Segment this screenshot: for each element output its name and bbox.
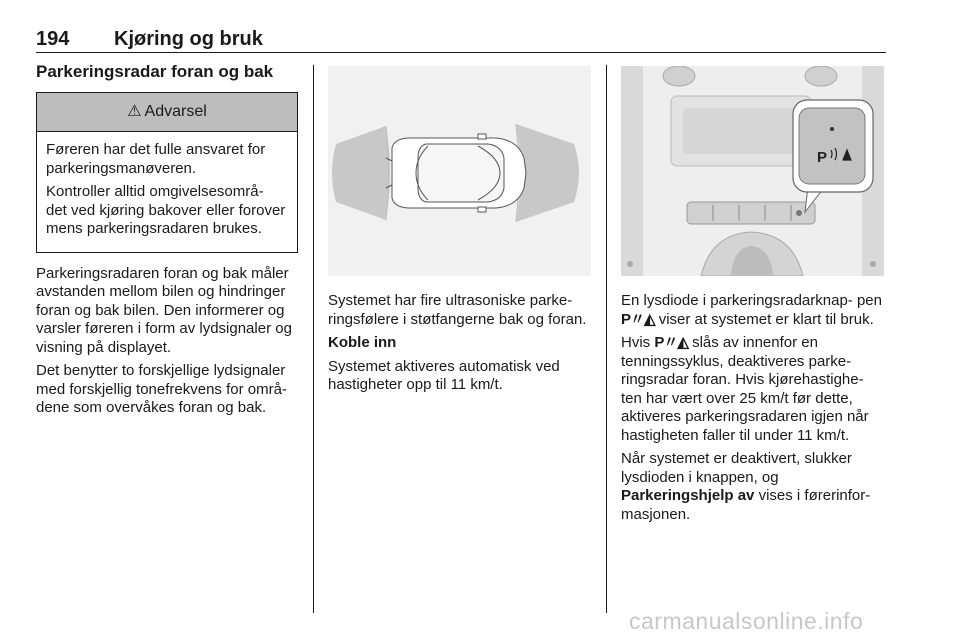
park-assist-symbol-icon: P〃◭ (621, 310, 655, 328)
body-paragraph: Systemet har fire ultrasoniske parke- ringsfølere i støtfangerne bak og foran. (328, 292, 587, 328)
chapter-title: Kjøring og bruk (114, 28, 263, 50)
warning-title: Advarsel (144, 102, 207, 120)
subheading: Koble inn (328, 334, 397, 351)
park-assist-button (799, 108, 865, 184)
body-paragraph: Systemet aktiveres automatisk ved hastigheter opp til 11 km/t. (328, 357, 560, 393)
warning-paragraph: Føreren har det fulle ansvaret for parkeringsmanøveren. (46, 141, 266, 177)
park-button-figure (621, 66, 884, 276)
column-divider-1 (313, 65, 314, 613)
middle-column (328, 66, 593, 400)
button-label: P (817, 149, 828, 166)
left-column (36, 62, 298, 423)
car-top-view (386, 134, 526, 212)
watermark: carmanualsonline.info (629, 608, 864, 634)
section-title: Parkeringsradar foran og bak (36, 62, 274, 81)
warning-header (37, 93, 297, 132)
button-row (687, 202, 815, 224)
text-run: Når systemet er deaktivert, slukker lysdioden i knappen, og (621, 450, 852, 486)
warning-body (37, 132, 297, 252)
message-label: Parkeringshjelp av (621, 487, 755, 504)
warning-box (36, 92, 298, 253)
warning-triangle-icon: ⚠ (127, 102, 142, 120)
right-column (621, 66, 886, 529)
body-paragraph: Det benytter to forskjellige lydsignaler med forskjellig tonefrekvens for områ- dene som overvåkes foran og bak. (36, 362, 287, 416)
text-run: slås av innenfor en tenningssyklus, deaktiveres parke- ringsradar foran. Hvis kjørehastighe- ten har vært over 25 km/t før dette, aktiveres parkeringsradaren igjen når hastigheten faller til under 11 km/t. (621, 334, 869, 444)
body-paragraph: Parkeringsradaren foran og bak måler avstanden mellom bilen og hindringer foran og bak bilen. Den informerer og varsler føreren i form av lydsignaler og visning på displayet. (36, 264, 292, 356)
text-run: Hvis (621, 334, 651, 351)
park-button-illustration (621, 66, 884, 276)
column-divider-2 (606, 65, 607, 613)
led-indicator (830, 127, 834, 131)
body-paragraph (621, 292, 886, 329)
car-sensor-illustration (328, 66, 591, 276)
warning-paragraph: Kontroller alltid omgivelsesområ- det ved kjøring bakover eller forover mens parkeringsradaren brukes. (46, 183, 286, 237)
park-assist-symbol-icon: P〃◭ (654, 334, 688, 351)
text-run: vises i førerinfor- masjonen. (621, 487, 871, 523)
body-paragraph (621, 334, 886, 445)
page-header (36, 26, 886, 53)
car-sensor-figure (328, 66, 591, 276)
body-paragraph (621, 450, 886, 524)
text-run: En lysdiode i parkeringsradarknap- pen (621, 292, 882, 309)
page-number: 194 (36, 28, 70, 50)
text-run: viser at systemet er klart til bruk. (658, 310, 874, 328)
